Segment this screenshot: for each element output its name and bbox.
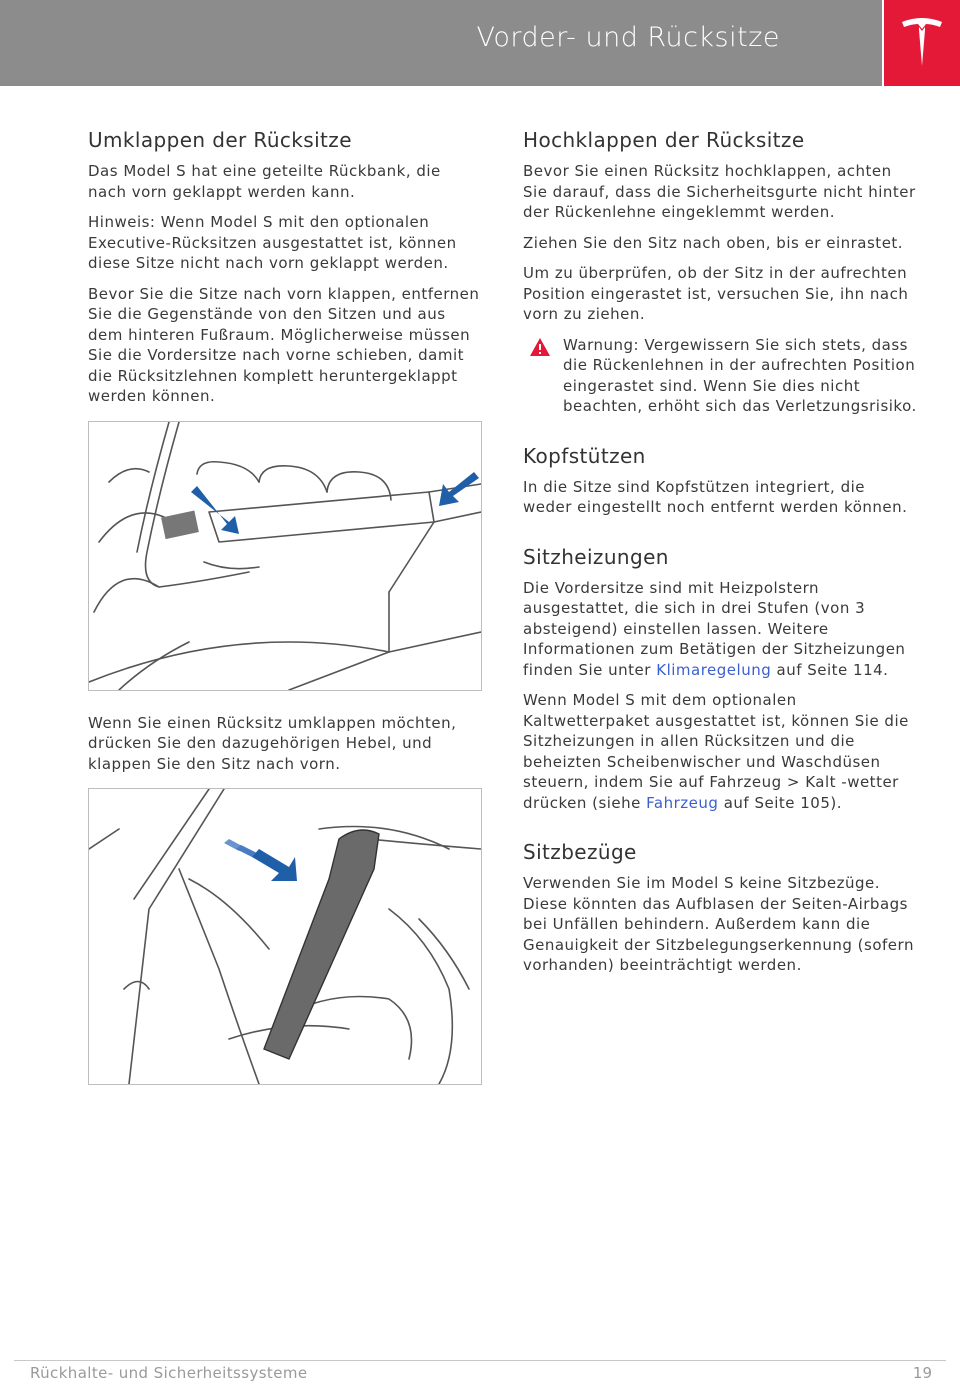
- heading-seat-covers: Sitzbezüge: [523, 840, 637, 864]
- brand-logo-box: [884, 0, 960, 86]
- heading-seat-heaters: Sitzheizungen: [523, 544, 669, 569]
- paragraph: Verwenden Sie im Model S keine Sitzbezüge. Diese könnten das Aufblasen der Seiten-Airbags bei Unfällen behindern. Außerdem kann die Genauigkeit der Sitzbelegungserkennung (sofern vorhanden) beeinträchtigt werden.: [523, 874, 914, 974]
- vehicle-link[interactable]: Fahrzeug: [646, 793, 719, 812]
- tesla-logo-icon: [898, 16, 946, 70]
- paragraph: Wenn Model S mit dem optionalen Kaltwetterpaket ausgestattet ist, können Sie die Sitzheizungen in allen Rücksitzen und die beheizten Scheibenwischer und Waschdüsen steuern, indem Sie auf Fahrzeug > Kalt -wetter drücken (siehe Fahrzeug auf Seite 105).: [523, 691, 909, 812]
- page-section-title: Vorder- und Rücksitze: [476, 22, 780, 53]
- footer-divider: [14, 1360, 946, 1361]
- paragraph: Ziehen Sie den Sitz nach oben, bis er einrastet.: [523, 233, 904, 252]
- footer-section: Rückhalte- und Sicherheitssysteme: [30, 1364, 308, 1382]
- paragraph: Die Vordersitze sind mit Heizpolstern ausgestattet, die sich in drei Stufen (von 3 absteigend) einstellen lassen. Weitere Informationen zum Betätigen der Sitzheizungen finden Sie unter Klimaregelung auf Seite 114.: [523, 578, 906, 679]
- heading-headrests: Kopfstützen: [523, 443, 646, 468]
- seat-fold-forward-illustration: [88, 788, 482, 1085]
- page-number: 19: [912, 1364, 932, 1382]
- note-paragraph: Hinweis: Wenn Model S mit den optionalen Executive-Rücksitzen ausgestattet ist, können diese Sitze nicht nach vorn geklappt werden.: [88, 213, 457, 272]
- warning-text: Warnung: Vergewissern Sie sich stets, dass die Rückenlehnen in der aufrechten Position eingerastet sind. Wenn Sie dies nicht beachten, erhöht sich das Verletzungsrisiko.: [563, 335, 917, 415]
- arrow-icon: [439, 472, 479, 506]
- heading-fold-down: Umklappen der Rücksitze: [88, 128, 352, 152]
- rear-seat-lever-illustration: [88, 421, 482, 691]
- paragraph: In die Sitze sind Kopfstützen integriert, die weder eingestellt noch entfernt werden können.: [523, 477, 908, 516]
- warning-icon: [529, 337, 551, 357]
- paragraph: Bevor Sie einen Rücksitz hochklappen, achten Sie darauf, dass die Sicherheitsgurte nicht hinter der Rückenlehne eingeklemmt werden.: [523, 162, 916, 221]
- warning-box: [523, 335, 918, 417]
- paragraph: Wenn Sie einen Rücksitz umklappen möchten, drücken Sie den dazugehörigen Hebel, und klappen Sie den Sitz nach vorn.: [88, 713, 457, 773]
- paragraph: Bevor Sie die Sitze nach vorn klappen, entfernen Sie die Gegenstände von den Sitzen und aus dem hinteren Fußraum. Möglicherweise müssen Sie die Vordersitze nach vorne schieben, damit die Rücksitzlehnen komplett heruntergeklappt werden können.: [88, 284, 480, 405]
- header-bar: [0, 0, 882, 86]
- heading-fold-up: Hochklappen der Rücksitze: [523, 128, 805, 152]
- climate-control-link[interactable]: Klimaregelung: [656, 660, 772, 679]
- paragraph: Um zu überprüfen, ob der Sitz in der aufrechten Position eingerastet ist, versuchen Sie, ihn nach vorn zu ziehen.: [523, 264, 909, 323]
- right-column: [523, 128, 918, 986]
- left-column: [88, 128, 483, 1085]
- paragraph: Das Model S hat eine geteilte Rückbank, die nach vorn geklappt werden kann.: [88, 162, 441, 201]
- arrow-icon: [224, 839, 297, 881]
